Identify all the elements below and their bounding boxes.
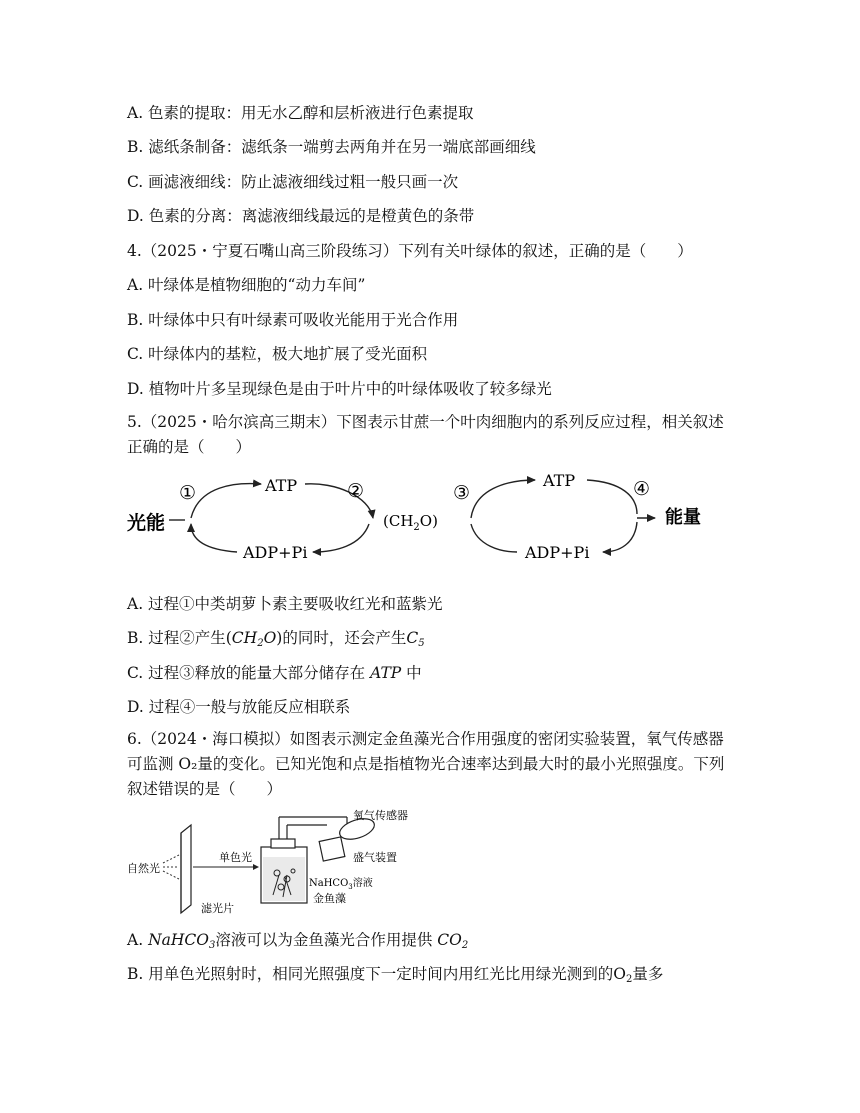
- natural-light-label: 自然光: [127, 862, 160, 875]
- q3-option-b: B. 滤纸条制备：滤纸条一端剪去两角并在另一端底部画细线: [127, 138, 536, 156]
- adp-left-label: ADP+Pi: [243, 543, 308, 562]
- filter-plate: [181, 825, 191, 913]
- ch2o-label: $(CH_2O)$: [383, 512, 438, 533]
- filter-label: 滤光片: [201, 902, 234, 915]
- atp-left-label: ATP: [265, 476, 298, 495]
- q5-option-b: B. 过程②产生$(CH_2O)$的同时，还会产生$C_5$: [127, 629, 425, 649]
- q4-option-c: C. 叶绿体内的基粒，极大地扩展了受光面积: [127, 345, 428, 363]
- arc-ch2o-to-adp: [313, 524, 369, 552]
- q6-option-b: B. 用单色光照射时，相同光照强度下一定时间内用红光比用绿光测到的$O_2$量多: [127, 965, 664, 985]
- nahco3-label: NaHCO$_3$溶液: [309, 878, 373, 891]
- adp-right-label: ADP+Pi: [525, 543, 590, 562]
- q4-stem: 4.（2025・宁夏石嘴山高三阶段练习）下列有关叶绿体的叙述，正确的是（ ）: [127, 242, 693, 260]
- reaction-cycle-diagram: [125, 466, 725, 570]
- q5-stem: 5.（2025・哈尔滨高三期末）下图表示甘蔗一个叶肉细胞内的系列反应过程，相关叙述正确的是（ ）: [127, 413, 724, 456]
- gas-container: [319, 837, 345, 861]
- arc-light-to-atp: [191, 484, 261, 518]
- sensor-label: 氧气传感器: [353, 809, 408, 822]
- mono-light-label: 单色光: [219, 851, 252, 864]
- arc-to-adp-right: [603, 522, 637, 552]
- q3-option-a: A. 色素的提取：用无水乙醇和层析液进行色素提取: [127, 104, 474, 122]
- plant-label: 金鱼藻: [313, 892, 346, 905]
- q4-option-b: B. 叶绿体中只有叶绿素可吸收光能用于光合作用: [127, 311, 459, 329]
- arc-ch2o-to-adp-right: [471, 524, 517, 552]
- apparatus-diagram: [125, 805, 425, 917]
- step-1-label: ①: [179, 482, 197, 504]
- light-energy-label: 光能: [127, 512, 166, 534]
- q3-option-d: D. 色素的分离：离滤液细线最远的是橙黄色的条带: [127, 207, 475, 225]
- step-3-label: ③: [453, 482, 471, 504]
- q5-option-d: D. 过程④一般与放能反应相联系: [127, 698, 351, 716]
- arc-atp-right: [587, 480, 637, 514]
- q4-option-a: A. 叶绿体是植物细胞的“动力车间”: [127, 276, 366, 294]
- step-4-label: ④: [633, 478, 651, 500]
- arc-adp-to-light: [191, 524, 237, 552]
- energy-label: 能量: [665, 507, 701, 528]
- atp-right-label: ATP: [543, 471, 576, 490]
- q3-option-c: C. 画滤液细线：防止滤液细线过粗一般只画一次: [127, 173, 459, 191]
- arc-ch2o-to-atp: [471, 480, 535, 518]
- q4-option-d: D. 植物叶片多呈现绿色是由于叶片中的叶绿体吸收了较多绿光: [127, 380, 552, 398]
- gas-device-label: 盛气装置: [353, 851, 397, 864]
- q5-option-c: C. 过程③释放的能量大部分储存在 ATP 中: [127, 664, 422, 682]
- q6-option-a: A. NaHCO$_3$溶液可以为金鱼藻光合作用提供 $CO_2$: [127, 931, 469, 951]
- stopper: [271, 839, 295, 848]
- q6-stem: 6.（2024・海口模拟）如图表示测定金鱼藻光合作用强度的密闭实验装置，氧气传感器可监测 O₂量的变化。已知光饱和点是指植物光合速率达到最大时的最小光照强度。下列叙述错误的是（ ）: [127, 730, 725, 798]
- q5-option-a: A. 过程①中类胡萝卜素主要吸收红光和蓝紫光: [127, 595, 443, 613]
- step-2-label: ②: [347, 480, 365, 502]
